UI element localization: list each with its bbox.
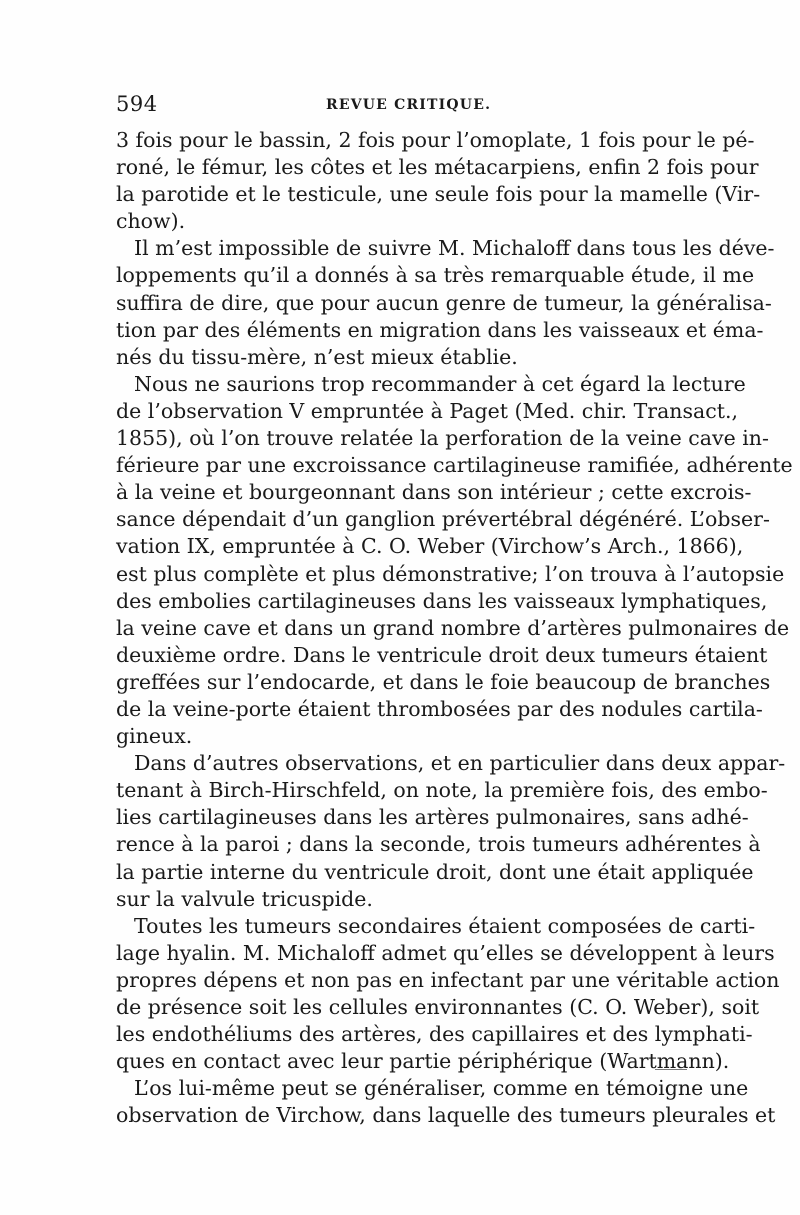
text-line: sance dépendait d’un ganglion prévertébral dégénéré. L’obser- — [116, 507, 770, 532]
running-head: REVUE CRITIQUE. — [326, 97, 492, 113]
text-line: Toutes les tumeurs secondaires étaient composées de carti- — [134, 913, 756, 938]
text-line: 1855), où l’on trouve relatée la perforation de la veine cave in- — [116, 426, 769, 451]
text-line: la parotide et le testicule, une seule fois pour la mamelle (Vir- — [116, 182, 761, 207]
text-line: greffées sur l’endocarde, et dans le foie beaucoup de branches — [116, 669, 771, 694]
text-line: chow). — [116, 209, 186, 234]
text-line: lage hyalin. M. Michaloff admet qu’elles se développent à leurs — [116, 940, 775, 965]
text-line: suffira de dire, que pour aucun genre de tumeur, la généralisa- — [116, 290, 772, 315]
page-number: 594 — [116, 92, 158, 116]
text-line: des embolies cartilagineuses dans les vaisseaux lymphatiques, — [116, 588, 768, 613]
text-line: la partie interne du ventricule droit, dont une était appliquée — [116, 859, 754, 884]
text-line: férieure par une excroissance cartilagineuse ramifiée, adhérente — [116, 453, 793, 478]
text-line: tion par des éléments en migration dans les vaisseaux et éma- — [116, 317, 764, 342]
page-header — [116, 92, 686, 120]
text-line: loppements qu’il a donnés à sa très remarquable étude, il me — [116, 263, 755, 288]
text-line: L’os lui-même peut se généraliser, comme en témoigne une — [134, 1076, 749, 1101]
text-line: propres dépens et non pas en infectant par une véritable action — [116, 967, 780, 992]
text-line: deuxième ordre. Dans le ventricule droit deux tumeurs étaient — [116, 642, 768, 667]
text-line: ques en contact avec leur partie périphérique (Wartmann). — [116, 1049, 730, 1074]
text-line: Nous ne saurions trop recommander à cet égard la lecture — [134, 371, 746, 396]
text-line: Il m’est impossible de suivre M. Michaloff dans tous les déve- — [134, 236, 775, 261]
text-line: lies cartilagineuses dans les artères pulmonaires, sans adhé- — [116, 805, 749, 830]
text-line: roné, le fémur, les côtes et les métacarpiens, enfin 2 fois pour — [116, 155, 759, 180]
text-line: tenant à Birch-Hirschfeld, on note, la première fois, des embo- — [116, 778, 768, 803]
text-line: nés du tissu-mère, n’est mieux établie. — [116, 344, 518, 369]
text-line: gineux. — [116, 724, 193, 749]
paragraph-rule — [655, 1069, 687, 1070]
text-line: sur la valvule tricuspide. — [116, 886, 373, 911]
text-line: de la veine-porte étaient thrombosées par des nodules cartila- — [116, 696, 763, 721]
text-line: de l’observation V empruntée à Paget (Med. chir. Transact., — [116, 398, 738, 423]
text-line: rence à la paroi ; dans la seconde, trois tumeurs adhérentes à — [116, 832, 761, 857]
text-line: les endothéliums des artères, des capillaires et des lymphati- — [116, 1022, 753, 1047]
text-line: Dans d’autres observations, et en particulier dans deux appar- — [134, 751, 786, 776]
text-line: vation IX, empruntée à C. O. Weber (Virchow’s Arch., 1866), — [116, 534, 744, 559]
text-line: la veine cave et dans un grand nombre d’artères pulmonaires de — [116, 615, 790, 640]
text-line: à la veine et bourgeonnant dans son intérieur ; cette excrois- — [116, 480, 752, 505]
body-text — [116, 127, 793, 1129]
text-line: est plus complète et plus démonstrative; l’on trouva à l’autopsie — [116, 561, 785, 586]
text-line: 3 fois pour le bassin, 2 fois pour l’omoplate, 1 fois pour le pé- — [116, 128, 755, 152]
text-line: de présence soit les cellules environnantes (C. O. Weber), soit — [116, 995, 760, 1019]
text-line: observation de Virchow, dans laquelle des tumeurs pleurales et — [116, 1103, 776, 1128]
